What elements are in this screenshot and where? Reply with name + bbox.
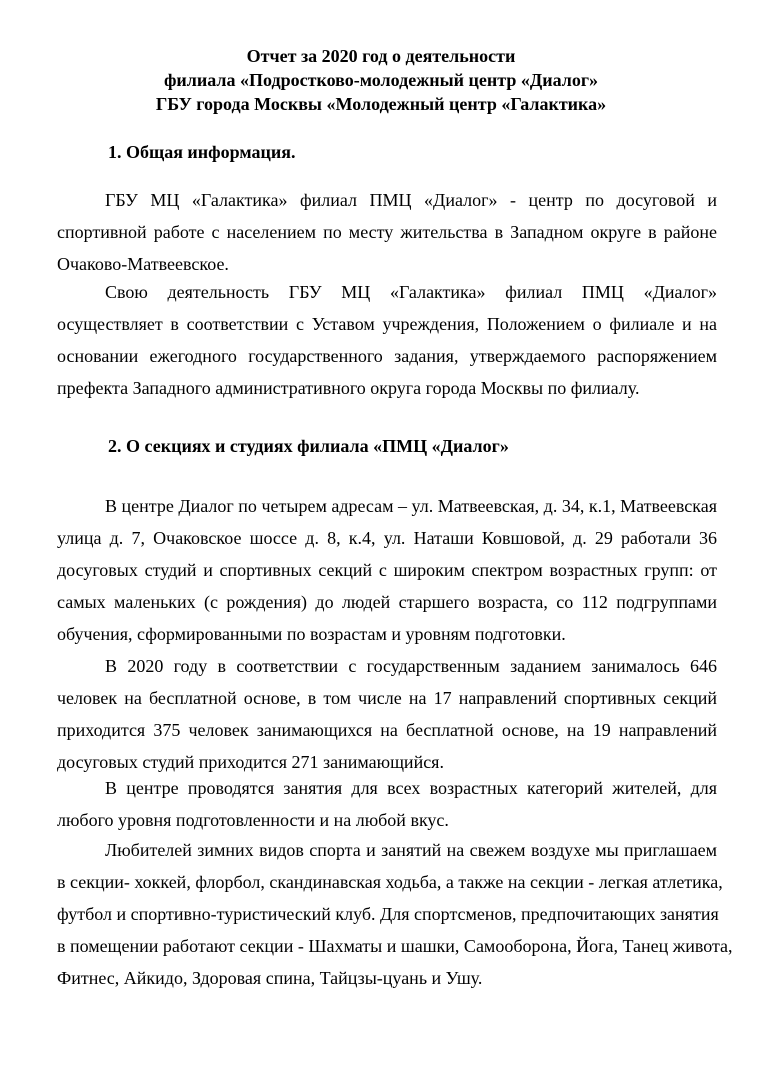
title-line-3: ГБУ города Москвы «Молодежный центр «Галактика»: [155, 94, 607, 114]
paragraph-line: В центре проводятся занятия для всех возрастных категорий жителей, для: [105, 778, 717, 798]
paragraph-line: приходится 375 человек занимающихся на бесплатной основе, на 19 направлений: [57, 720, 717, 740]
paragraph-line: Фитнес, Айкидо, Здоровая спина, Тайцзы-цуань и Ушу.: [57, 968, 483, 988]
paragraph-line: любого уровня подготовленности и на любой вкус.: [57, 810, 449, 830]
section-1-heading: 1. Общая информация.: [108, 142, 296, 162]
paragraph-line: спортивной работе с населением по месту жительства в Западном округе в районе: [57, 222, 717, 242]
paragraph-line: В центре Диалог по четырем адресам – ул. Матвеевская, д. 34, к.1, Матвеевская: [105, 496, 717, 516]
paragraph-line: Свою деятельность ГБУ МЦ «Галактика» филиал ПМЦ «Диалог»: [105, 282, 717, 302]
paragraph-line: улица д. 7, Очаковское шоссе д. 8, к.4, ул. Наташи Ковшовой, д. 29 работали 36: [57, 528, 717, 548]
paragraph-line: досуговых студий приходится 271 занимающийся.: [57, 752, 444, 772]
title-line-2: филиала «Подростково-молодежный центр «Диалог»: [163, 70, 599, 90]
document-title: [0, 44, 762, 116]
section-2-heading: 2. О секциях и студиях филиала «ПМЦ «Диалог»: [108, 436, 509, 456]
paragraph-line: обучения, сформированными по возрастам и уровням подготовки.: [57, 624, 566, 644]
paragraph-line: в секции- хоккей, флорбол, скандинавская ходьба, а также на секции - легкая атлетика,: [57, 872, 723, 892]
paragraph-line: футбол и спортивно-туристический клуб. Для спортсменов, предпочитающих занятия: [57, 904, 719, 924]
paragraph-line: Очаково-Матвеевское.: [57, 254, 229, 274]
paragraph-line: В 2020 году в соответствии с государственным заданием занималось 646: [105, 656, 717, 676]
paragraph-line: префекта Западного административного округа города Москвы по филиалу.: [57, 378, 640, 398]
paragraph-line: самых маленьких (с рождения) до людей старшего возраста, со 112 подгруппами: [57, 592, 717, 612]
paragraph-line: в помещении работают секции - Шахматы и шашки, Самооборона, Йога, Танец живота,: [57, 936, 733, 956]
paragraph-line: основании ежегодного государственного задания, утверждаемого распоряжением: [57, 346, 717, 366]
paragraph-line: Любителей зимних видов спорта и занятий на свежем воздухе мы приглашаем: [105, 840, 717, 860]
paragraph-line: ГБУ МЦ «Галактика» филиал ПМЦ «Диалог» - центр по досуговой и: [105, 190, 717, 210]
paragraph-line: досуговых студий и спортивных секций с широким спектром возрастных групп: от: [57, 560, 717, 580]
title-line-1: Отчет за 2020 год о деятельности: [246, 46, 516, 66]
paragraph-line: человек на бесплатной основе, в том числе на 17 направлений спортивных секций: [57, 688, 717, 708]
paragraph-line: осуществляет в соответствии с Уставом учреждения, Положением о филиале и на: [57, 314, 717, 334]
